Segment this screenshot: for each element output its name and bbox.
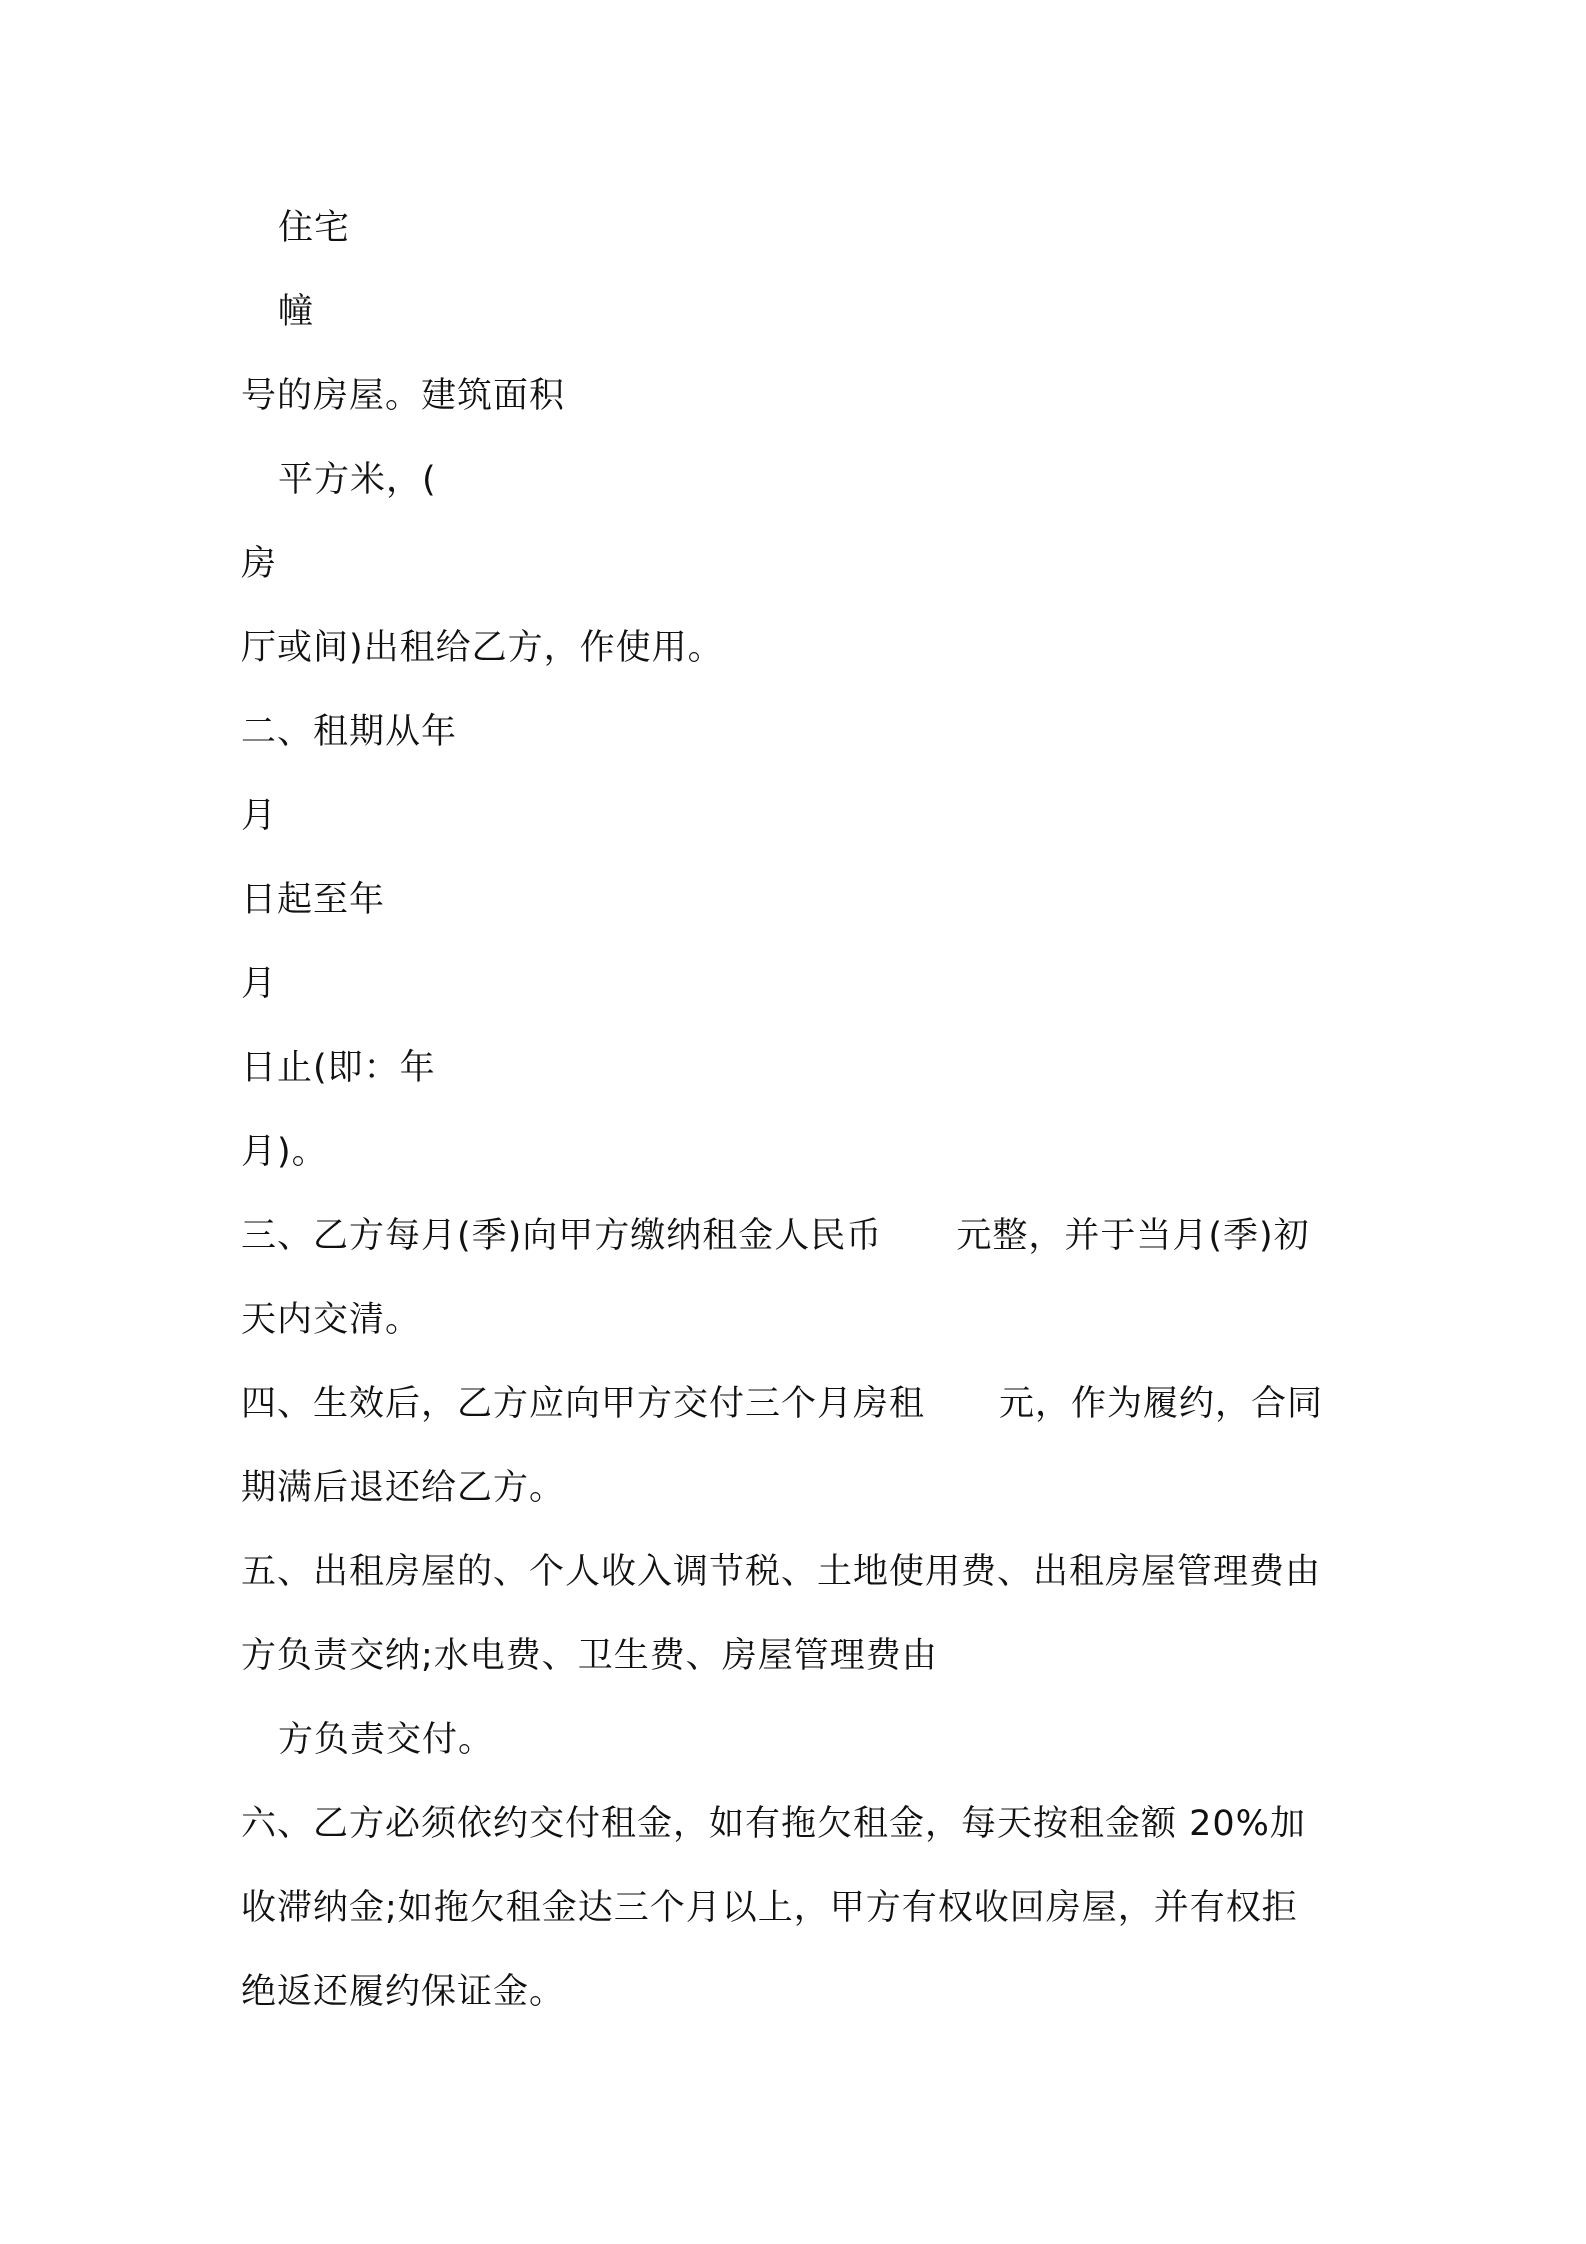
text-line-10: 月 <box>241 964 278 1004</box>
text-segment-after-blank: 元整，并于当月(季)初 <box>956 1216 1310 1256</box>
text-line-1: 住宅 <box>278 208 351 248</box>
text-line-12: 月)。 <box>241 1132 328 1172</box>
text-line-18: 方负责交纳;水电费、卫生费、房屋管理费由 <box>241 1636 938 1676</box>
text-line-3: 号的房屋。建筑面积 <box>241 376 566 416</box>
text-segment-before-blank: 四、生效后，乙方应向甲方交付三个月房租 <box>241 1384 926 1424</box>
text-line-19: 方负责交付。 <box>278 1720 495 1760</box>
text-line-13 <box>241 1214 1310 1258</box>
text-segment-before-blank: 三、乙方每月(季)向甲方缴纳租金人民币 <box>241 1216 883 1256</box>
text-line-6: 厅或间)出租给乙方，作使用。 <box>241 628 724 668</box>
text-line-11: 日止(即：年 <box>241 1048 436 1088</box>
text-line-4: 平方米，( <box>278 460 437 500</box>
text-line-14: 天内交清。 <box>241 1300 422 1340</box>
text-line-21: 收滞纳金;如拖欠租金达三个月以上，甲方有权收回房屋，并有权拒 <box>241 1888 1298 1928</box>
text-line-22: 绝返还履约保证金。 <box>241 1972 566 2012</box>
text-line-16: 期满后退还给乙方。 <box>241 1468 566 1508</box>
text-line-15 <box>241 1382 1323 1426</box>
text-segment-after-blank: 元，作为履约，合同 <box>999 1384 1324 1424</box>
text-line-8: 月 <box>241 796 278 836</box>
text-line-2: 幢 <box>278 292 315 332</box>
text-line-20: 六、乙方必须依约交付租金，如有拖欠租金，每天按租金额 20%加 <box>241 1804 1306 1844</box>
text-line-17: 五、出租房屋的、个人收入调节税、土地使用费、出租房屋管理费由 <box>241 1552 1322 1592</box>
text-line-9: 日起至年 <box>241 880 386 920</box>
text-line-7: 二、租期从年 <box>241 712 458 752</box>
text-line-5: 房 <box>241 544 278 584</box>
